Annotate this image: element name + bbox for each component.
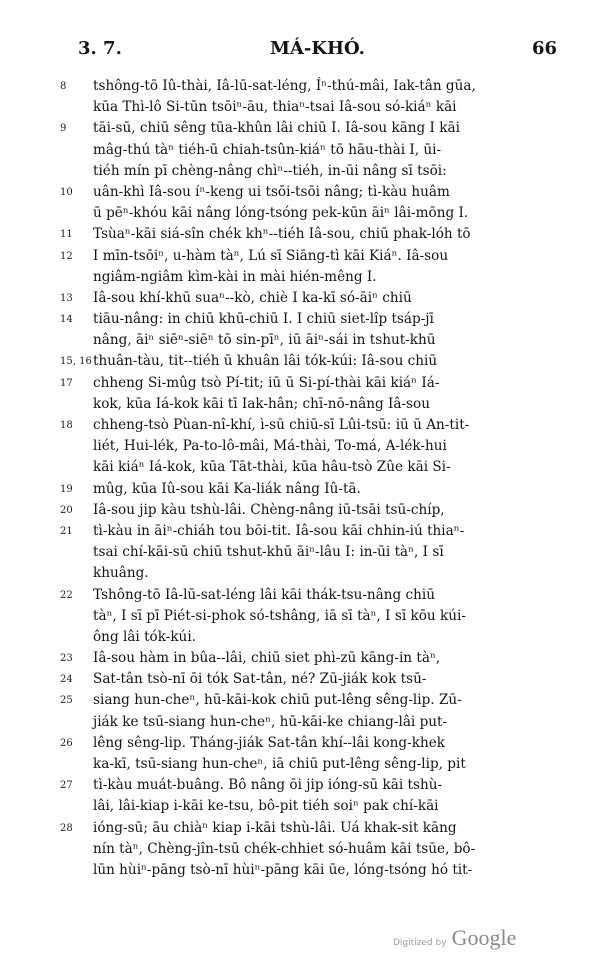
scripture-text (0, 76, 615, 881)
text-line (0, 669, 615, 690)
verse-number: 8 (60, 81, 67, 92)
verse-number: 12 (60, 250, 73, 262)
line-text: Sat-tân tsò-nī ōi tók Sat-tân, né? Zū-jiák kok tsū- (93, 671, 427, 688)
verse-number: 17 (60, 377, 73, 389)
text-line (0, 330, 615, 351)
verse-number: 10 (60, 186, 73, 198)
text-line (0, 415, 615, 436)
text-line (0, 563, 615, 584)
line-text: thuân-tàu, tit--tiéh ū khuân lâi tók-kúi: Iâ-sou chiū (93, 353, 438, 370)
line-text: Tsùaⁿ-kāi siá-sîn chék khⁿ--tiéh Iâ-sou, chiū phak-lóh tō (93, 226, 471, 243)
line-text: ngiâm-ngiâm kìm-kài in mài hién-mêng I. (93, 268, 377, 285)
line-text: lêng sêng-lip. Tháng-jiák Sat-tân khí--lâi kong-khek (93, 734, 445, 751)
text-line (0, 839, 615, 860)
line-text: liét, Hui-lék, Pa-to-lô-mâi, Má-thài, To-má, A-lék-hui (93, 438, 447, 455)
text-line (0, 712, 615, 733)
chapter-verse-reference: 3. 7. (78, 38, 122, 59)
line-text: uân-khì Iâ-sou íⁿ-keng ui tsōi-tsōi nâng; tì-kàu huâm (93, 183, 450, 200)
line-text: kok, kūa Iá-kok kāi tī Iak-hân; chī-nō-nâng Iâ-sou (93, 395, 430, 412)
verse-number: 19 (60, 483, 73, 495)
line-text: siang hun-cheⁿ, hū-kāi-kok chiū put-lêng sêng-lip. Zū- (93, 692, 462, 709)
verse-number: 24 (60, 674, 73, 686)
text-line (0, 97, 615, 118)
text-line (0, 394, 615, 415)
line-text: nâng, āiⁿ siēⁿ-siēⁿ tō sin-pīⁿ, iū āiⁿ-sái in tshut-khū (93, 332, 436, 349)
line-text: tì-kàu in āiⁿ-chiáh tou bōi-tit. Iâ-sou kāi chhin-iú thiaⁿ- (93, 522, 465, 539)
text-line (0, 224, 615, 245)
text-line (0, 267, 615, 288)
verse-number: 13 (60, 292, 73, 304)
verse-number: 22 (60, 589, 73, 601)
text-line (0, 436, 615, 457)
line-text: Iâ-sou hàm in bûa--lâi, chiū siet phì-zū kāng-in tàⁿ, (93, 650, 441, 667)
watermark-prefix: Digitized by (393, 938, 447, 948)
text-line (0, 457, 615, 478)
digitization-watermark (393, 925, 516, 951)
line-text: tì-kàu muát-buâng. Bô nâng ōi jip ióng-sū kāi tshù- (93, 777, 443, 794)
verse-number: 11 (60, 229, 73, 241)
text-line (0, 521, 615, 542)
text-line (0, 754, 615, 775)
line-text: ka-kī, tsū-siang hun-cheⁿ, iā chiū put-lêng sêng-lip, pit (93, 756, 466, 772)
text-line (0, 690, 615, 711)
text-line (0, 246, 615, 267)
line-text: chheng-tsò Pùan-nî-khí, ì-sū chiū-sī Lûi-tsū: iū ū An-tit- (93, 417, 470, 433)
verse-number: 21 (60, 525, 73, 537)
line-text: tiéh mín pī chèng-nâng chìⁿ--tiéh, in-ūi nâng sī tsōi: (93, 162, 447, 179)
line-text: tiāu-nâng: in chiū khū-chiū I. I chiū siet-lîp tsáp-jī (93, 311, 434, 328)
line-text: mâg-thú tàⁿ tiéh-ū chiah-tsûn-kiáⁿ tō hāu-thài I, ūi- (93, 141, 442, 158)
text-line (0, 733, 615, 754)
verse-number: 23 (60, 653, 73, 665)
line-text: tāi-sū, chiū sêng tūa-khûn lâi chiū I. Iâ-sou kāng I kāi (93, 120, 460, 137)
text-line (0, 203, 615, 224)
verse-number: 9 (60, 123, 67, 135)
text-line (0, 118, 615, 139)
text-line (0, 818, 615, 839)
text-line (0, 309, 615, 330)
text-line (0, 860, 615, 881)
line-text: ông lâi tók-kúi. (93, 628, 196, 645)
line-text: jiák ke tsū-siang hun-cheⁿ, hū-kāi-ke chiang-lâi put- (93, 713, 448, 730)
line-text: ū pēⁿ-khóu kāi nâng lóng-tsóng pek-kūn āiⁿ lâi-mōng I. (93, 205, 469, 222)
verse-number: 27 (60, 780, 73, 792)
text-line (0, 648, 615, 669)
verse-number: 15, 16 (60, 356, 92, 368)
google-logo: Google (451, 925, 517, 950)
verse-number: 14 (60, 314, 73, 326)
line-text: Iâ-sou khí-khū suaⁿ--kò, chiè I ka-kī só-āiⁿ chiū (93, 289, 412, 306)
text-line (0, 288, 615, 309)
text-line (0, 479, 615, 500)
text-line (0, 161, 615, 182)
line-text: mûg, kūa Iû-sou kāi Ka-liák nâng Iû-tā. (93, 480, 361, 497)
text-line (0, 542, 615, 563)
line-text: I mīn-tsōiⁿ, u-hàm tàⁿ, Lú sī Siāng-tì kāi Kiáⁿ. Iâ-sou (93, 247, 449, 264)
text-line (0, 585, 615, 606)
line-text: tàⁿ, I sī pī Piét-si-phok só-tshâng, iā sī tàⁿ, I sī kōu kúi- (93, 607, 466, 624)
verse-number: 25 (60, 695, 73, 707)
line-text: lūn hùiⁿ-pāng tsò-nī hùiⁿ-pāng kāi ūe, lóng-tsóng hó tit- (93, 861, 473, 878)
line-text: Iâ-sou jip kàu tshù-lâi. Chèng-nâng iū-tsāi tsū-chíp, (93, 501, 445, 518)
line-text: Tshông-tō Iâ-lū-sat-léng lâi kāi thák-tsu-nâng chiū (93, 586, 436, 603)
text-line (0, 500, 615, 521)
verse-number: 26 (60, 737, 73, 749)
line-text: khuâng. (93, 565, 149, 582)
line-text: lâi, lâi-kiap i-kāi ke-tsu, bô-pit tiéh soiⁿ pak chí-kāi (93, 798, 439, 815)
line-text: tshông-tō Iû-thài, Iâ-lū-sat-léng, Íⁿ-thú-mâi, Iak-tân gūa, (93, 78, 476, 94)
line-text: tsai chí-kāi-sū chiū tshut-khū āiⁿ-lâu I: in-ūi tàⁿ, I sī (93, 544, 444, 561)
text-line (0, 627, 615, 648)
text-line (0, 606, 615, 627)
text-line (0, 351, 615, 372)
book-title: MÁ-KHÓ. (270, 38, 365, 59)
line-text: kāi kiáⁿ Iá-kok, kūa Tāt-thài, kūa hâu-tsò Zûe kāi Si- (93, 459, 451, 476)
text-line (0, 140, 615, 161)
line-text: ióng-sū; āu chiàⁿ kiap i-kāi tshù-lâi. Uá khak-sit kāng (93, 819, 457, 836)
text-line (0, 373, 615, 394)
line-text: kūa Thì-lô Si-tūn tsōiⁿ-āu, thiaⁿ-tsai Iâ-sou só-kiáⁿ kāi (93, 99, 457, 116)
text-line (0, 76, 615, 97)
verse-number: 28 (60, 822, 73, 834)
verse-number: 18 (60, 420, 73, 431)
text-line (0, 796, 615, 817)
line-text: nín tàⁿ, Chèng-jîn-tsū chék-chhiet só-huâm kāi tsūe, bô- (93, 840, 476, 857)
text-line (0, 182, 615, 203)
line-text: chheng Si-mûg tsò Pí-tit; iū ū Si-pí-thài kāi kiáⁿ Iá- (93, 374, 440, 391)
page-number: 66 (531, 38, 557, 59)
verse-number: 20 (60, 504, 73, 516)
text-line (0, 775, 615, 796)
